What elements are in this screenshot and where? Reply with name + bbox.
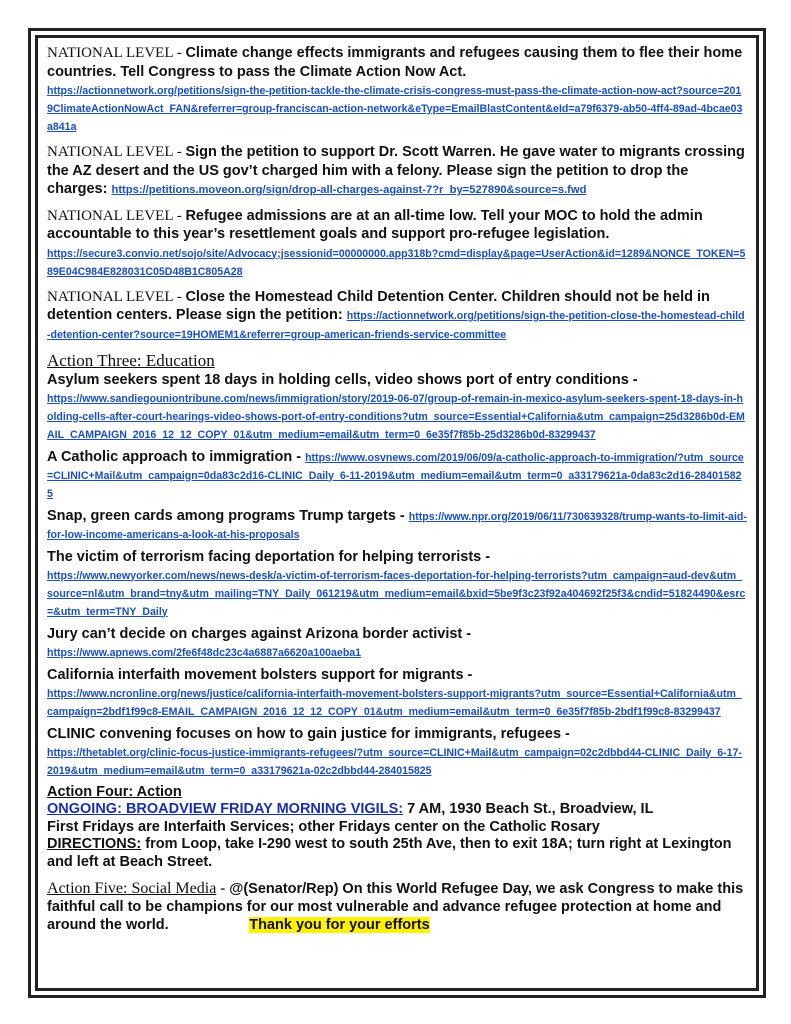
national-item-2 xyxy=(47,143,747,199)
article-link[interactable]: https://www.apnews.com/2fe6f48dc23c4a6887a6620a100aeba1 xyxy=(47,646,362,659)
list-item xyxy=(47,666,747,720)
article-title: The victim of terrorism facing deportation for helping terrorists - xyxy=(47,548,491,565)
article-link[interactable]: https://www.ncronline.org/news/justice/california-interfaith-movement-bolsters-support-migrants?utm_source=Essential+California&utm_campaign=2bdf1f99c8-EMAIL_CAMPAIGN_2016_12_12_COPY_01&utm_medium=email&utm_term=0_6e35f7f85b-2bdf1f99c8-83299437 xyxy=(47,687,742,718)
vigil-details: 7 AM, 1930 Beach St., Broadview, IL xyxy=(403,801,654,817)
action-four-heading: Action Four: Action xyxy=(47,783,182,800)
page-content xyxy=(47,44,747,942)
list-item xyxy=(47,371,747,443)
petition-link[interactable]: https://actionnetwork.org/petitions/sign-the-petition-close-the-homestead-child-detention-center?source=19HOMEM1&referrer=group-american-friends-service-committee xyxy=(47,310,745,341)
dash: - xyxy=(216,881,230,897)
list-item xyxy=(47,548,747,620)
vigil-link[interactable]: ONGOING: BROADVIEW FRIDAY MORNING VIGILS: xyxy=(47,801,404,817)
list-item xyxy=(47,625,747,661)
article-link[interactable]: https://thetablet.org/clinic-focus-justice-immigrants-refugees/?utm_source=CLINIC+Mail&utm_campaign=02c2dbbd44-CLINIC_Daily_6-17-2019&utm_medium=email&utm_term=0_a33179621a-02c2dbbd44-284015825 xyxy=(47,746,742,777)
national-text: Close the Homestead Child Detention Center. Children should not be held in detention centers. Please sign the petition: xyxy=(47,288,710,323)
petition-link[interactable]: https://petitions.moveon.org/sign/drop-all-charges-against-7?r_by=527890&source=s.fwd xyxy=(111,184,587,196)
level-label: NATIONAL LEVEL - xyxy=(47,207,186,224)
national-item-1 xyxy=(47,44,747,135)
article-link[interactable]: https://www.npr.org/2019/06/11/730639328/trump-wants-to-limit-aid-for-low-income-americans-a-look-at-his-proposals xyxy=(47,510,747,541)
level-label: NATIONAL LEVEL - xyxy=(47,288,186,305)
article-title: Jury can’t decide on charges against Arizona border activist - xyxy=(47,625,472,642)
list-item xyxy=(47,725,747,779)
article-link[interactable]: https://www.osvnews.com/2019/06/09/a-catholic-approach-to-immigration/?utm_source=CLINIC+Mail&utm_campaign=0da83c2d16-CLINIC_Daily_6-11-2019&utm_medium=email&utm_term=0_a33179621a-0da83c2d16-284015825 xyxy=(47,451,744,500)
action-five-heading: Action Five: Social Media xyxy=(47,880,217,897)
national-text: Climate change effects immigrants and refugees causing them to flee their home countries. Tell Congress to pass the Climate Action Now Act. xyxy=(47,45,743,80)
list-item xyxy=(47,448,747,502)
action-five-section xyxy=(47,879,747,934)
article-title: Snap, green cards among programs Trump targets - xyxy=(47,507,409,524)
directions-label: DIRECTIONS: xyxy=(47,836,142,852)
petition-link[interactable]: https://actionnetwork.org/petitions/sign-the-petition-tackle-the-climate-crisis-congress-must-pass-the-climate-action-now-act?source=2019ClimateActionNowAct_FAN&referrer=group-franciscan-action-network&eType=EmailBlastContent&eId=a79f6379-ab50-4ff4-89ad-4bcae03a841a xyxy=(47,85,743,133)
social-media-message: @(Senator/Rep) On this World Refugee Day, we ask Congress to make this faithful call to be champions for our most vulnerable and advance refugee protection at home and around the world. xyxy=(47,881,744,933)
national-text: Sign the petition to support Dr. Scott Warren. He gave water to migrants crossing the AZ desert and the US gov’t charged him with a felony. Please sign the petition to drop the charges: xyxy=(47,144,745,197)
article-title: California interfaith movement bolsters support for migrants - xyxy=(47,666,473,683)
article-link[interactable]: https://www.newyorker.com/news/news-desk/a-victim-of-terrorism-faces-deportation-for-helping-terrorists?utm_campaign=aud-dev&utm_source=nl&utm_brand=tny&utm_mailing=TNY_Daily_061219&utm_medium=email&bxid=5be9f3c23f92a404692f25f3&cndid=51824490&esrc=&utm_term=TNY_Daily xyxy=(47,569,746,618)
directions-text: from Loop, take I-290 west to south 25th Ave, then to exit 18A; turn right at Lexington and left at Beach Street. xyxy=(47,836,732,870)
national-text: Refugee admissions are at an all-time low. Tell your MOC to hold the admin accountable to this year’s resettlement goals and support pro-refugee legislation. xyxy=(47,207,703,242)
petition-link[interactable]: https://secure3.convio.net/sojo/site/Advocacy;jsessionid=00000000.app318b?cmd=display&page=UserAction&id=1289&NONCE_TOKEN=589E04C984E828031C05D48B1C805A28 xyxy=(47,247,746,278)
level-label: NATIONAL LEVEL - xyxy=(47,144,186,160)
vigil-note: First Fridays are Interfaith Services; other Fridays center on the Catholic Rosary xyxy=(47,818,600,835)
level-label: NATIONAL LEVEL - xyxy=(47,45,186,61)
article-title: Asylum seekers spent 18 days in holding cells, video shows port of entry conditions - xyxy=(47,371,638,388)
thanks-highlight: Thank you for your efforts xyxy=(249,916,430,933)
article-title: A Catholic approach to immigration - xyxy=(47,448,306,465)
action-three-heading: Action Three: Education xyxy=(47,350,215,370)
article-link[interactable]: https://www.sandiegouniontribune.com/news/immigration/story/2019-06-07/group-of-remain-in-mexico-asylum-seekers-spent-18-days-in-holding-cells-after-court-hearings-video-shows-port-of-entry-conditions?utm_source=Essential+California&utm_campaign=25d3286b0d-EMAIL_CAMPAIGN_2016_12_12_COPY_01&utm_medium=email&utm_term=0_6e35f7f85b-25d3286b0d-83299437 xyxy=(47,392,745,441)
national-item-3 xyxy=(47,207,747,280)
list-item xyxy=(47,507,747,543)
national-item-4 xyxy=(47,288,747,343)
article-title: CLINIC convening focuses on how to gain justice for immigrants, refugees - xyxy=(47,725,570,742)
action-four-section xyxy=(47,784,747,872)
